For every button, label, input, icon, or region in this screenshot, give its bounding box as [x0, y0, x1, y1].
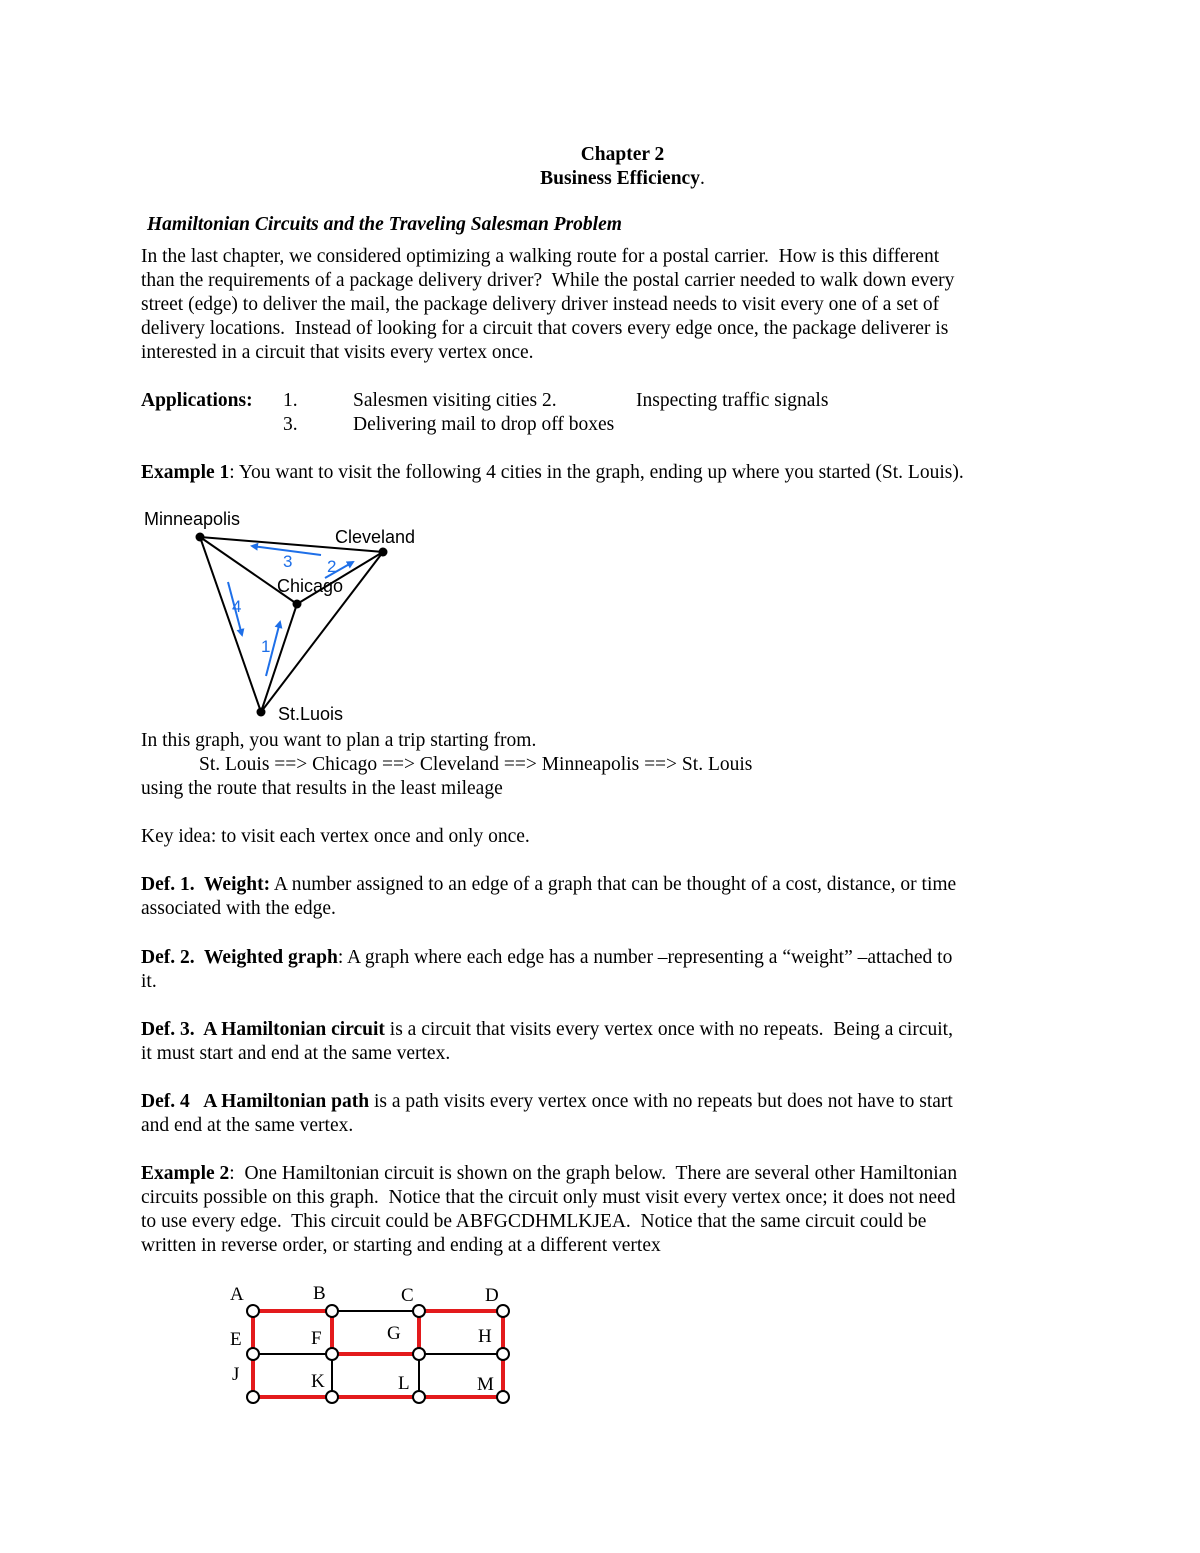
key-idea: Key idea: to visit each vertex once and only once. — [141, 826, 530, 847]
trip-route: St. Louis ==> Chicago ==> Cleveland ==> Minneapolis ==> St. Louis — [199, 754, 753, 775]
vertex-d — [497, 1305, 509, 1317]
trip-goal: using the route that results in the least mileage — [141, 778, 503, 799]
def-1-continued: associated with the edge. — [141, 898, 336, 919]
vertex-j — [247, 1391, 259, 1403]
example2-text-continued: circuits possible on this graph. Notice that the circuit only must visit every vertex once; it does not need — [141, 1187, 956, 1208]
def-4: Def. 4 A Hamiltonian path is a path visits every vertex once with no repeats but does not have to start — [141, 1091, 953, 1112]
vertex-e — [247, 1348, 259, 1360]
label-k: K — [311, 1371, 325, 1392]
route-order-label: 2 — [327, 557, 337, 576]
example2-text-continued: to use every edge. This circuit could be ABFGCDHMLKJEA. Notice that the same circuit could be — [141, 1211, 927, 1232]
intro-line: In the last chapter, we considered optimizing a walking route for a postal carrier. How is this different — [141, 246, 940, 267]
vertex-c — [413, 1305, 425, 1317]
label-a: A — [230, 1284, 244, 1305]
vertex-g — [413, 1348, 425, 1360]
application-item: Delivering mail to drop off boxes — [353, 414, 615, 435]
def-3: Def. 3. A Hamiltonian circuit is a circuit that visits every vertex once with no repeats. Being a circuit, — [141, 1019, 953, 1040]
label-m: M — [477, 1374, 494, 1395]
label-h: H — [478, 1326, 492, 1347]
label-l: L — [398, 1373, 410, 1394]
label-minneapolis: Minneapolis — [144, 509, 241, 529]
application-item: Inspecting traffic signals — [636, 390, 829, 411]
application-item: Salesmen visiting cities 2. — [353, 390, 557, 411]
vertex-m — [497, 1391, 509, 1403]
label-e: E — [230, 1329, 242, 1350]
def-3-continued: it must start and end at the same vertex. — [141, 1043, 451, 1064]
route-order-label: 3 — [283, 552, 293, 571]
label-stlouis: St.Luois — [278, 704, 344, 724]
vertex-k — [326, 1391, 338, 1403]
vertex-minneapolis — [196, 533, 205, 542]
intro-line: street (edge) to deliver the mail, the package delivery driver instead needs to visit every one of a set of — [141, 294, 940, 315]
intro-line: interested in a circuit that visits every vertex once. — [141, 342, 534, 363]
label-cleveland: Cleveland — [335, 527, 416, 547]
applications-label: Applications: — [141, 390, 253, 411]
grid-graph — [220, 1278, 520, 1418]
vertex-stlouis — [257, 708, 266, 717]
chapter-heading: Chapter 2 — [580, 144, 665, 165]
vertex-a — [247, 1305, 259, 1317]
chapter-title: Business Efficiency. — [540, 168, 705, 189]
vertex-h — [497, 1348, 509, 1360]
city-graph — [140, 500, 440, 730]
intro-line: delivery locations. Instead of looking for a circuit that covers every edge once, the package deliverer is — [141, 318, 949, 339]
section-title: Hamiltonian Circuits and the Traveling Salesman Problem — [147, 214, 622, 235]
def-2: Def. 2. Weighted graph: A graph where each edge has a number –representing a “weight” –attached to — [141, 947, 953, 968]
application-number: 3. — [283, 414, 298, 435]
application-number: 1. — [283, 390, 298, 411]
route-order-label: 1 — [261, 637, 271, 656]
label-c: C — [401, 1285, 414, 1306]
def-1: Def. 1. Weight: A number assigned to an edge of a graph that can be thought of a cost, distance, or time — [141, 874, 957, 895]
def-2-continued: it. — [141, 971, 157, 992]
vertex-f — [326, 1348, 338, 1360]
label-d: D — [485, 1285, 499, 1306]
def-4-continued: and end at the same vertex. — [141, 1115, 354, 1136]
label-b: B — [313, 1283, 326, 1304]
vertex-b — [326, 1305, 338, 1317]
example1-text: Example 1: You want to visit the following 4 cities in the graph, ending up where you started (St. Louis). — [141, 462, 964, 483]
label-chicago: Chicago — [277, 576, 344, 596]
example2-text: Example 2: One Hamiltonian circuit is shown on the graph below. There are several other Hamiltonian — [141, 1163, 958, 1184]
trip-intro: In this graph, you want to plan a trip starting from. — [141, 730, 537, 751]
vertex-cleveland — [379, 548, 388, 557]
label-j: J — [232, 1364, 240, 1385]
label-g: G — [387, 1323, 401, 1344]
intro-line: than the requirements of a package delivery driver? While the postal carrier needed to walk down every — [141, 270, 955, 291]
edge-chicago-stlouis — [261, 604, 297, 712]
edge-minneapolis-stlouis — [200, 537, 261, 712]
vertex-l — [413, 1391, 425, 1403]
example2-text-continued: written in reverse order, or starting and ending at a different vertex — [141, 1235, 661, 1256]
route-order-label: 4 — [232, 597, 242, 616]
vertex-chicago — [293, 600, 302, 609]
label-f: F — [311, 1328, 322, 1349]
